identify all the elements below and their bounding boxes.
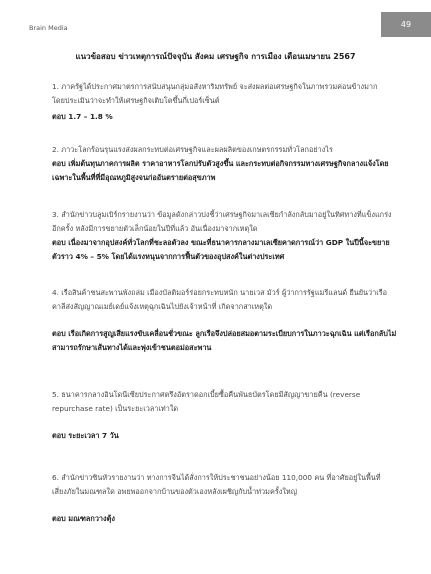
answer-6: ตอบ มณฑลกวางตุ้ง bbox=[52, 514, 115, 523]
page-number: 49 bbox=[400, 20, 412, 29]
question-1: 1. ภาครัฐได้ประกาศมาตรการสนับสนุนกลุ่มอสังหาริมทรัพย์ จะส่งผลต่อเศรษฐกิจในภาพรวมค่อนข้างมาก โดยประเมินว่าจะทำให้เศรษฐกิจเติบโตขึ้นกี่เปอร์เซ็นต์ bbox=[52, 82, 378, 105]
answer-1: ตอบ 1.7 – 1.8 % bbox=[52, 112, 113, 121]
answer-2: ตอบ เพิ่มต้นทุนภาคการผลิต ราคาอาหารโลกปรับตัวสูงขึ้น และกระทบต่อกิจกรรมทางเศรษฐกิจกลางแจ้งโดยเฉพาะในพื้นที่ที่มีอุณหภูมิสูงจนก่ออันตรายต่อสุขภาพ bbox=[52, 159, 389, 182]
page-number-badge bbox=[381, 12, 431, 37]
question-2: 2. ภาวะโลกร้อนรุนแรงส่งผลกระทบต่อเศรษฐกิจและผลผลิตของเกษตรกรรมทั่วโลกอย่างไร bbox=[52, 145, 333, 154]
page-title: แนวข้อสอบ ข่าวเหตุการณ์ปัจจุบัน สังคม เศรษฐกิจ การเมือง เดือนเมษายน 2567 bbox=[75, 52, 356, 61]
answer-5: ตอบ ระยะเวลา 7 วัน bbox=[52, 431, 119, 440]
question-3: 3. สำนักข่าวบลูมเบิร์กรายงานว่า ข้อมูลดังกล่าวบ่งชี้ว่าเศรษฐกิจมาเลเซียกำลังกลับมาอยู่ในทิศทางที่แข็งแกร่งอีกครั้ง หลังมีการขยายตัวเล็กน้อยในปีที่แล้ว อันเนื่องมาจากเหตุใด bbox=[52, 210, 392, 233]
brand-name: Brain Media bbox=[29, 24, 68, 32]
answer-3: ตอบ เนื่องมาจากอุปสงค์ทั่วโลกที่ชะลอตัวลง ขณะที่ธนาคารกลางมาเลเซียคาดการณ์ว่า GDP ในปีนี้จะขยายตัวราว 4% – 5% โดยได้แรงหนุนจากการฟื้นตัวของอุปสงค์ในต่างประเทศ bbox=[52, 238, 390, 261]
page-header bbox=[0, 0, 431, 46]
question-4: 4. เรือสินค้าชนสะพานพังถล่ม เมืองบัลติมอร์ร่อยกระทบหนัก นายเวส มัวร์ ผู้ว่าการรัฐแมรีแลนด์ ยืนยันว่าเรือคาลีส่งสัญญาณเมย์เดย์แจ้งเหตุฉุกเฉินไปยังเจ้าหน้าที่ เกิดจากสาเหตุใด bbox=[52, 288, 388, 311]
answer-4: ตอบ เรือเกิดการสูญเสียแรงขับเคลื่อนชั่วขณะ ลูกเรือจึงปล่อยสมอตามระเบียบการในภาวะฉุกเฉิน แต่เรือกลับไม่สามารถรักษาเส้นทางได้และพุ่งเข้าชนตอม่อสะพาน bbox=[52, 329, 397, 352]
question-6: 6. สำนักข่าวซินหัวรายงานว่า ทางการจีนได้สั่งการให้ประชาชนอย่างน้อย 110,000 คน ที่อาศัยอยู่ในพื้นที่เสี่ยงภัยในมณฑลใด อพยพออกจากบ้านของตัวเองหลังเผชิญกับน้ำท่วมครั้งใหญ่ bbox=[52, 473, 381, 496]
question-5: 5. ธนาคารกลางอินโดนีเซียประกาศตรึงอัตราดอกเบี้ยซื้อคืนพันธบัตรโดยมีสัญญาขายคืน (reverse repurchase rate) เป็นระยะเวลาเท่าใด bbox=[52, 390, 361, 413]
